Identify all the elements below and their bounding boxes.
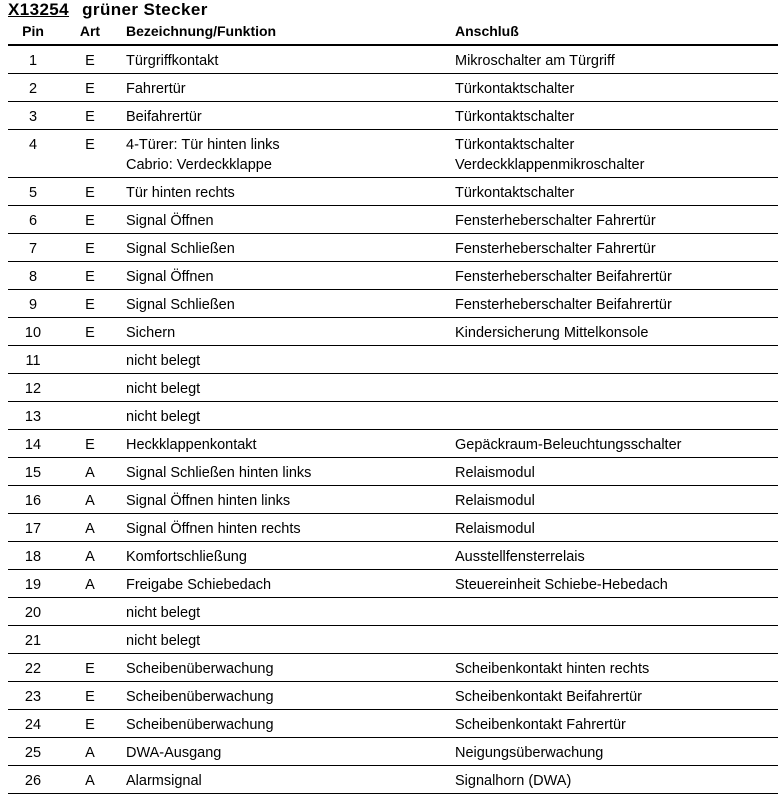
header-function: Bezeichnung/Funktion	[126, 23, 277, 39]
table-row	[0, 102, 784, 130]
table-row	[0, 626, 784, 654]
connection-line: Scheibenkontakt hinten rechts	[455, 661, 650, 677]
function-line: Alarmsignal	[126, 773, 202, 789]
connection-line: Kindersicherung Mittelkonsole	[455, 325, 649, 341]
pin-cell: 20	[24, 605, 42, 621]
table-row	[0, 374, 784, 402]
connection-line: Ausstellfensterrelais	[455, 549, 585, 565]
function-cell	[126, 267, 214, 287]
function-line: Signal Öffnen	[126, 213, 214, 229]
function-line: Scheibenüberwachung	[126, 717, 274, 733]
function-line: Türgriffkontakt	[126, 53, 219, 69]
function-cell	[126, 715, 274, 735]
connection-cell	[455, 135, 644, 175]
connection-line: Verdeckklappenmikroschalter	[455, 157, 645, 173]
pin-cell: 7	[28, 241, 38, 257]
art-cell: E	[85, 81, 95, 97]
table-row	[0, 710, 784, 738]
art-cell: A	[85, 493, 95, 509]
connection-cell	[455, 519, 535, 539]
connection-line: Fensterheberschalter Beifahrertür	[455, 297, 672, 313]
table-row	[0, 738, 784, 766]
function-cell	[126, 407, 200, 427]
function-line: DWA-Ausgang	[126, 745, 222, 761]
connection-cell	[455, 687, 642, 707]
function-line: Scheibenüberwachung	[126, 689, 274, 705]
connection-line: Neigungsüberwachung	[455, 745, 604, 761]
connection-line: Türkontaktschalter	[455, 137, 575, 153]
function-line: nicht belegt	[126, 381, 201, 397]
table-row	[0, 570, 784, 598]
connection-cell	[455, 323, 648, 343]
pin-cell: 17	[24, 521, 42, 537]
function-cell	[126, 603, 200, 623]
connection-cell	[455, 211, 656, 231]
function-line: nicht belegt	[126, 353, 201, 369]
connector-code: X13254	[8, 0, 70, 19]
pin-cell: 25	[24, 745, 42, 761]
connection-cell	[455, 463, 535, 483]
art-cell: E	[85, 213, 95, 229]
function-cell	[126, 79, 186, 99]
function-cell	[126, 631, 200, 651]
connection-cell	[455, 107, 574, 127]
document-title	[8, 0, 208, 22]
table-row	[0, 346, 784, 374]
function-line: Scheibenüberwachung	[126, 661, 274, 677]
function-line: Signal Schließen	[126, 297, 235, 313]
connector-description: grüner Stecker	[82, 0, 208, 19]
connection-line: Relaismodul	[455, 521, 535, 537]
art-cell: E	[85, 689, 95, 705]
pin-cell: 16	[24, 493, 42, 509]
table-row	[0, 318, 784, 346]
table-row	[0, 430, 784, 458]
function-cell	[126, 239, 235, 259]
function-cell	[126, 491, 290, 511]
connection-cell	[455, 491, 535, 511]
art-cell: E	[85, 661, 95, 677]
pin-cell: 4	[28, 137, 38, 153]
connection-line: Signalhorn (DWA)	[455, 773, 572, 789]
function-line: Freigabe Schiebedach	[126, 577, 272, 593]
art-cell: E	[85, 137, 95, 153]
function-line: Signal Schließen	[126, 241, 235, 257]
pin-cell: 5	[28, 185, 38, 201]
function-line: 4-Türer: Tür hinten links	[126, 137, 280, 153]
pin-cell: 12	[24, 381, 42, 397]
connection-cell	[455, 183, 574, 203]
table-row	[0, 654, 784, 682]
function-cell	[126, 379, 200, 399]
function-cell	[126, 323, 175, 343]
function-line: Komfortschließung	[126, 549, 247, 565]
function-cell	[126, 463, 311, 483]
table-row	[0, 290, 784, 318]
table-row	[0, 766, 784, 794]
function-cell	[126, 575, 271, 595]
function-cell	[126, 183, 235, 203]
function-cell	[126, 51, 218, 71]
connection-cell	[455, 51, 615, 71]
table-row	[0, 486, 784, 514]
table-row	[0, 74, 784, 102]
table-row	[0, 178, 784, 206]
pin-cell: 11	[25, 353, 41, 369]
connection-line: Fensterheberschalter Beifahrertür	[455, 269, 672, 285]
connection-cell	[455, 771, 571, 791]
function-line: Signal Schließen hinten links	[126, 465, 312, 481]
function-line: nicht belegt	[126, 409, 201, 425]
table-row	[0, 262, 784, 290]
art-cell: A	[85, 745, 95, 761]
table-row	[0, 514, 784, 542]
table-row	[0, 598, 784, 626]
connection-line: Relaismodul	[455, 465, 535, 481]
connection-line: Türkontaktschalter	[455, 81, 575, 97]
pin-cell: 21	[24, 633, 42, 649]
function-cell	[126, 435, 257, 455]
function-cell	[126, 659, 274, 679]
art-cell: A	[85, 549, 95, 565]
function-line: Signal Öffnen hinten links	[126, 493, 291, 509]
art-cell: A	[85, 773, 95, 789]
pin-cell: 23	[24, 689, 42, 705]
art-cell: E	[85, 269, 95, 285]
header-connection: Anschluß	[455, 23, 519, 39]
function-line: Sichern	[126, 325, 176, 341]
art-cell: E	[85, 717, 95, 733]
connection-cell	[455, 295, 672, 315]
connection-cell	[455, 267, 672, 287]
art-cell: E	[85, 297, 95, 313]
connection-line: Steuereinheit Schiebe-Hebedach	[455, 577, 668, 593]
table-row	[0, 402, 784, 430]
pin-cell: 19	[24, 577, 42, 593]
connection-line: Fensterheberschalter Fahrertür	[455, 213, 656, 229]
connection-cell	[455, 575, 668, 595]
pin-cell: 3	[28, 109, 38, 125]
function-line: Heckklappenkontakt	[126, 437, 257, 453]
pin-cell: 8	[28, 269, 38, 285]
art-cell: E	[85, 185, 95, 201]
connection-cell	[455, 659, 649, 679]
connection-cell	[455, 715, 626, 735]
art-cell: E	[85, 437, 95, 453]
table-row	[0, 542, 784, 570]
art-cell: E	[85, 241, 95, 257]
connection-line: Türkontaktschalter	[455, 109, 575, 125]
art-cell: E	[85, 325, 95, 341]
table-row	[0, 234, 784, 262]
pin-cell: 22	[24, 661, 42, 677]
connection-line: Scheibenkontakt Fahrertür	[455, 717, 626, 733]
pin-cell: 13	[24, 409, 42, 425]
function-line: Cabrio: Verdeckklappe	[126, 157, 272, 173]
connection-line: Fensterheberschalter Fahrertür	[455, 241, 656, 257]
pin-cell: 9	[28, 297, 38, 313]
header-pin: Pin	[22, 23, 44, 39]
pin-cell: 1	[28, 53, 38, 69]
table-row	[0, 46, 784, 74]
connection-cell	[455, 743, 603, 763]
pin-cell: 24	[24, 717, 42, 733]
table-row	[0, 130, 784, 178]
pin-cell: 26	[24, 773, 42, 789]
art-cell: A	[85, 521, 95, 537]
connection-cell	[455, 435, 681, 455]
function-cell	[126, 107, 202, 127]
function-cell	[126, 547, 247, 567]
connection-cell	[455, 239, 656, 259]
connection-cell	[455, 79, 574, 99]
function-line: nicht belegt	[126, 605, 201, 621]
function-cell	[126, 519, 301, 539]
connection-line: Gepäckraum-Beleuchtungsschalter	[455, 437, 682, 453]
art-cell: E	[85, 53, 95, 69]
function-line: Signal Öffnen hinten rechts	[126, 521, 301, 537]
function-line: Beifahrertür	[126, 109, 202, 125]
table-row	[0, 458, 784, 486]
pin-cell: 15	[24, 465, 42, 481]
table-row	[0, 682, 784, 710]
art-cell: A	[85, 577, 95, 593]
function-line: nicht belegt	[126, 633, 201, 649]
connection-line: Türkontaktschalter	[455, 185, 575, 201]
function-cell	[126, 743, 221, 763]
connection-cell	[455, 547, 585, 567]
function-cell	[126, 687, 274, 707]
function-line: Fahrertür	[126, 81, 186, 97]
function-cell	[126, 351, 200, 371]
function-line: Signal Öffnen	[126, 269, 214, 285]
pin-cell: 14	[24, 437, 42, 453]
connection-line: Relaismodul	[455, 493, 535, 509]
function-cell	[126, 211, 214, 231]
pin-cell: 6	[28, 213, 38, 229]
header-art: Art	[79, 23, 101, 39]
connection-line: Scheibenkontakt Beifahrertür	[455, 689, 642, 705]
function-cell	[126, 135, 280, 175]
pin-table	[0, 46, 784, 794]
function-cell	[126, 771, 202, 791]
pin-cell: 2	[28, 81, 38, 97]
pin-cell: 18	[24, 549, 42, 565]
art-cell: A	[85, 465, 95, 481]
function-cell	[126, 295, 235, 315]
table-header	[0, 23, 784, 43]
function-line: Tür hinten rechts	[126, 185, 235, 201]
connection-line: Mikroschalter am Türgriff	[455, 53, 615, 69]
art-cell: E	[85, 109, 95, 125]
table-row	[0, 206, 784, 234]
pin-cell: 10	[24, 325, 42, 341]
